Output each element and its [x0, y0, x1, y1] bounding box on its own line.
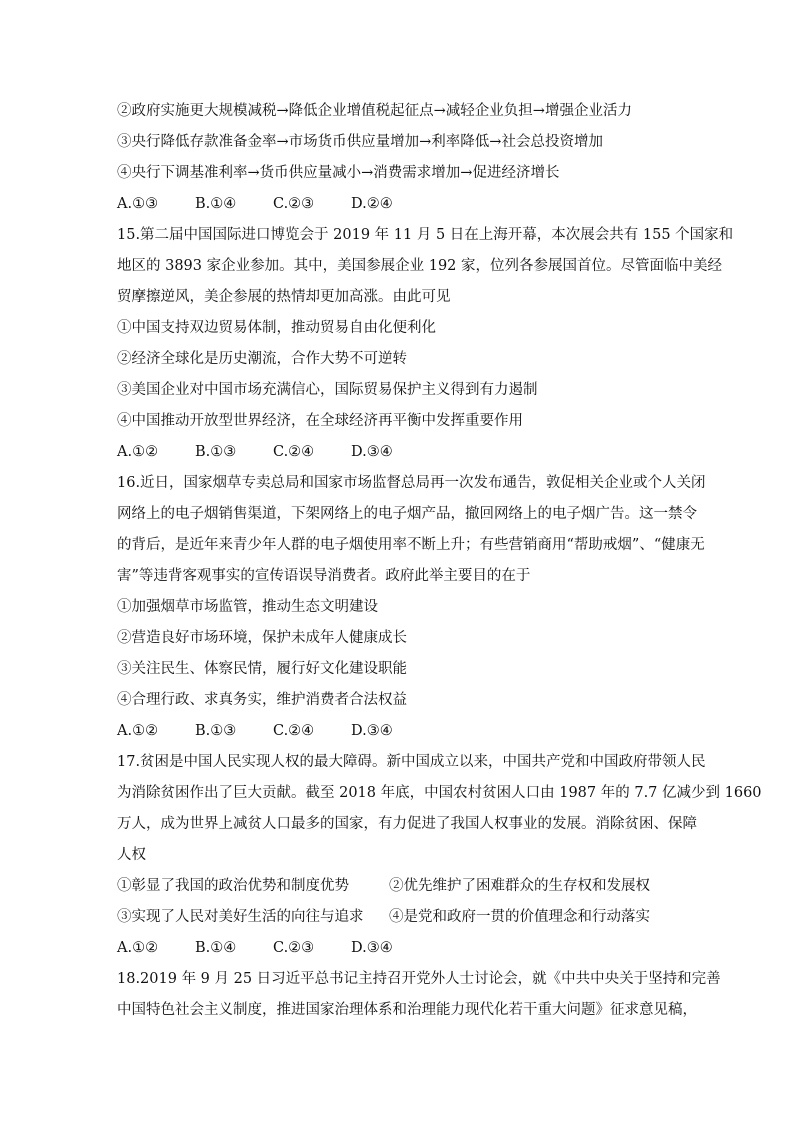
- q15-option-2: ②经济全球化是历史潮流，合作大势不可逆转: [117, 351, 407, 367]
- q16-choices: [117, 721, 429, 741]
- q16-option-3: ③关注民生、体察民情，履行好文化建设职能: [117, 661, 407, 677]
- q17-option-2: ②优先维护了困难群众的生存权和发展权: [389, 878, 650, 894]
- q14-choices: [117, 194, 429, 214]
- q17-option-3: ③实现了人民对美好生活的向往与追求: [117, 909, 364, 925]
- q17-stem-line: 万人，成为世界上减贫人口最多的国家，有力促进了我国人权事业的发展。消除贫困、保障: [117, 816, 697, 832]
- q14-choice-a: A.①③: [117, 196, 159, 212]
- q17-choices: [117, 938, 429, 958]
- q14-option-4: ④央行下调基准利率→货币供应量减小→消费需求增加→促进经济增长: [117, 165, 560, 181]
- q16-stem-line: 害”等违背客观事实的宣传语误导消费者。政府此举主要目的在于: [117, 568, 531, 584]
- q14-choice-b: B.①④: [195, 196, 237, 212]
- q17-stem-line: 为消除贫困作出了巨大贡献。截至 2018 年底，中国农村贫困人口由 1987 年的 7.7 亿减少到 1660: [117, 785, 762, 801]
- q15-choice-b: B.①③: [195, 444, 237, 460]
- q15-option-1: ①中国支持双边贸易体制，推动贸易自由化便利化: [117, 320, 436, 336]
- q17-choice-d: D.③④: [351, 940, 393, 956]
- q15-option-3: ③美国企业对中国市场充满信心，国际贸易保护主义得到有力遏制: [117, 382, 538, 398]
- q14-option-3: ③央行降低存款准备金率→市场货币供应量增加→利率降低→社会总投资增加: [117, 134, 603, 150]
- q17-choice-a: A.①②: [117, 940, 159, 956]
- q15-stem-line: 贸摩擦逆风，美企参展的热情却更加高涨。由此可见: [117, 289, 451, 305]
- q16-choice-b: B.①③: [195, 723, 237, 739]
- q15-stem-line: 地区的 3893 家企业参加。其中，美国参展企业 192 家，位列各参展国首位。尽管面临中美经: [117, 258, 723, 274]
- q16-option-4: ④合理行政、求真务实，维护消费者合法权益: [117, 692, 407, 708]
- q16-choice-d: D.③④: [351, 723, 393, 739]
- q18-stem-line: 18.2019 年 9 月 25 日习近平总书记主持召开党外人士讨论会，就《中共中央关于坚持和完善: [117, 971, 721, 987]
- q16-stem-line: 网络上的电子烟销售渠道，下架网络上的电子烟产品，撤回网络上的电子烟广告。这一禁令: [117, 506, 697, 522]
- q16-option-2: ②营造良好市场环境，保护未成年人健康成长: [117, 630, 407, 646]
- q16-option-1: ①加强烟草市场监管，推动生态文明建设: [117, 599, 378, 615]
- q17-stem-line: 人权: [117, 847, 146, 863]
- q15-stem-line: 15.第二届中国国际进口博览会于 2019 年 11 月 5 日在上海开幕，本次展会共有 155 个国家和: [117, 227, 734, 243]
- q17-stem-line: 17.贫困是中国人民实现人权的最大障碍。新中国成立以来，中国共产党和中国政府带领人民: [117, 754, 706, 770]
- q17-choice-b: B.①④: [195, 940, 237, 956]
- q16-stem-line: 的背后，是近年来青少年人群的电子烟使用率不断上升；有些营销商用“帮助戒烟”、“健康无: [117, 537, 705, 553]
- q17-option-1: ①彰显了我国的政治优势和制度优势: [117, 878, 349, 894]
- q17-options-row: [117, 907, 650, 927]
- q15-choice-d: D.③④: [351, 444, 393, 460]
- q15-choices: [117, 442, 429, 462]
- q16-stem-line: 16.近日，国家烟草专卖总局和国家市场监督总局再一次发布通告，敦促相关企业或个人关闭: [117, 475, 706, 491]
- q17-choice-c: C.②③: [273, 940, 315, 956]
- q17-option-4: ④是党和政府一贯的价值理念和行动落实: [389, 909, 650, 925]
- q14-option-2: ②政府实施更大规模减税→降低企业增值税起征点→减轻企业负担→增强企业活力: [117, 103, 632, 119]
- q18-stem-line: 中国特色社会主义制度，推进国家治理体系和治理能力现代化若干重大问题》征求意见稿，: [117, 1002, 697, 1018]
- q15-option-4: ④中国推动开放型世界经济，在全球经济再平衡中发挥重要作用: [117, 413, 523, 429]
- q16-choice-c: C.②④: [273, 723, 315, 739]
- q16-choice-a: A.①②: [117, 723, 159, 739]
- q15-choice-c: C.②④: [273, 444, 315, 460]
- q14-choice-c: C.②③: [273, 196, 315, 212]
- q17-options-row: [117, 876, 650, 896]
- q14-choice-d: D.②④: [351, 196, 393, 212]
- q15-choice-a: A.①②: [117, 444, 159, 460]
